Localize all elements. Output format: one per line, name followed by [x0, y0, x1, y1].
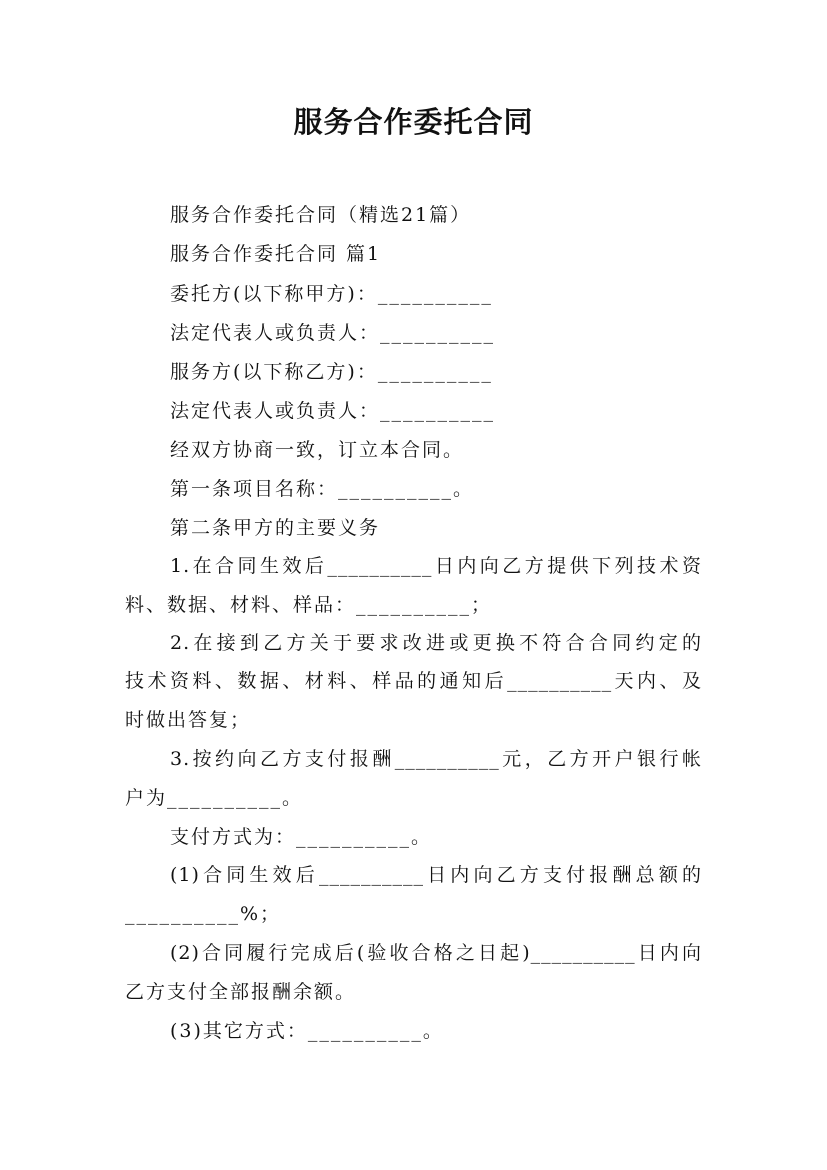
- article-1-line: 第一条项目名称：__________。: [170, 478, 475, 500]
- payment-option-1-line-2: __________%；: [125, 903, 282, 925]
- subtitle: 服务合作委托合同（精选21篇）: [170, 204, 472, 226]
- document-title: 服务合作委托合同: [293, 105, 534, 139]
- party-a-line: 委托方(以下称甲方)：__________: [170, 283, 493, 305]
- article-2-heading: 第二条甲方的主要义务: [170, 517, 381, 539]
- section-heading: 服务合作委托合同 篇1: [170, 243, 382, 265]
- clause-2-line-1: 2.在接到乙方关于要求改进或更换不符合合同约定的: [170, 632, 702, 654]
- agreement-line: 经双方协商一致，订立本合同。: [170, 439, 465, 461]
- party-a-representative-line: 法定代表人或负责人：__________: [170, 322, 496, 344]
- clause-2-line-3: 时做出答复；: [125, 709, 252, 731]
- clause-1-line-2: 料、数据、材料、样品：__________；: [125, 594, 493, 616]
- clause-3-line-1: 3.按约向乙方支付报酬__________元，乙方开户银行帐: [170, 748, 702, 770]
- payment-option-2-line-2: 乙方支付全部报酬余额。: [125, 981, 357, 1003]
- clause-2-line-2: 技术资料、数据、材料、样品的通知后__________天内、及: [125, 670, 702, 692]
- payment-option-1-line-1: (1)合同生效后__________日内向乙方支付报酬总额的: [170, 864, 702, 886]
- party-b-line: 服务方(以下称乙方)：__________: [170, 361, 493, 383]
- payment-option-3-line: (3)其它方式：__________。: [170, 1020, 444, 1042]
- clause-3-line-2: 户为__________。: [125, 787, 304, 809]
- clause-1-line-1: 1.在合同生效后__________日内向乙方提供下列技术资: [170, 555, 702, 577]
- party-b-representative-line: 法定代表人或负责人：__________: [170, 400, 496, 422]
- payment-method-line: 支付方式为：__________。: [170, 826, 433, 848]
- payment-option-2-line-1: (2)合同履行完成后(验收合格之日起)__________日内向: [170, 942, 702, 964]
